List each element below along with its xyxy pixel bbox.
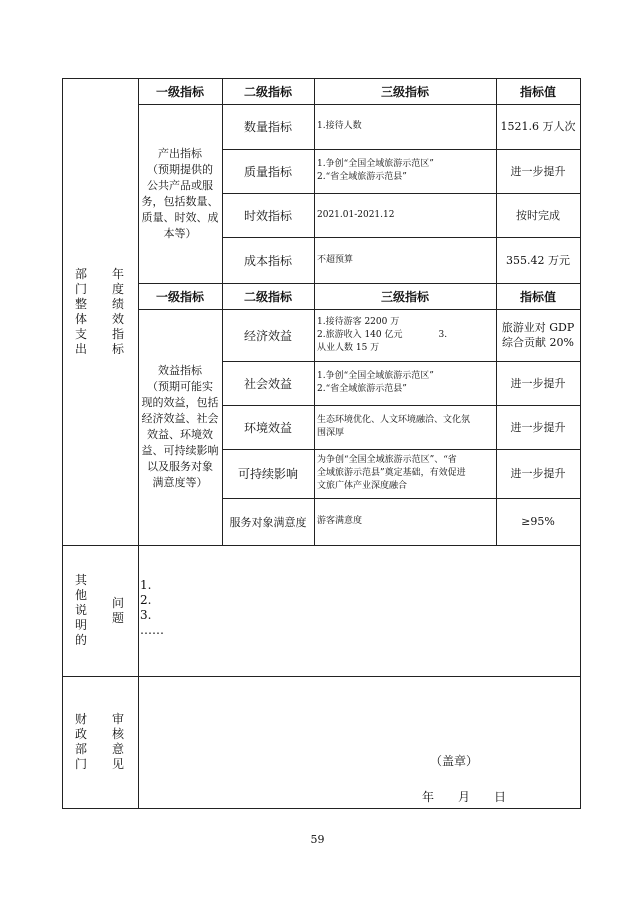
header-level2: 二级指标 — [243, 289, 292, 304]
section3-outer-label: 财 政 部 门 — [74, 712, 87, 771]
header-level1: 一级指标 — [155, 84, 204, 99]
benefit-level2: 服务对象满意度 — [229, 515, 307, 529]
output-level3: 2021.01-2021.12 — [317, 209, 395, 220]
output-indicator-category: 产出指标 （预期提供的 公共产品或服 务，包括数量、 质量、时效、成 本等） — [141, 146, 219, 240]
output-level2: 质量指标 — [243, 164, 292, 179]
benefit-value: 进一步提升 — [510, 376, 566, 390]
benefit-value: ≥95% — [521, 515, 555, 528]
benefit-level2: 可持续影响 — [237, 467, 298, 481]
header-level3: 三级指标 — [380, 289, 429, 304]
section1-outer-label: 部 门 整 体 支 出 — [74, 267, 87, 356]
benefit-level3: 为争创“全国全域旅游示范区”、“省 全域旅游示范县”奠定基础，有效促进 文旅广体产业深度融合 — [317, 455, 466, 491]
header-value: 指标值 — [519, 289, 556, 304]
benefit-level2: 经济效益 — [243, 328, 292, 343]
output-value: 355.42 万元 — [506, 253, 570, 267]
header-value: 指标值 — [519, 84, 556, 99]
benefit-level3: 1.接待游客 2200 万 2.旅游收入 140 亿元 3. 从业人数 15 万 — [317, 316, 448, 353]
page-number: 59 — [310, 833, 325, 846]
section1-inner-label: 年 度 绩 效 指 标 — [111, 267, 124, 356]
output-level2: 时效指标 — [243, 208, 292, 223]
seal-text: （盖章） — [430, 754, 479, 768]
other-issues-list — [140, 578, 340, 638]
date-line: 年 月 日 — [422, 790, 507, 804]
header-level1: 一级指标 — [155, 289, 204, 304]
list-item: 2. — [140, 593, 152, 607]
benefit-level3: 生态环境优化、人文环境融洽、文化氛 围深厚 — [317, 415, 471, 438]
output-level2: 数量指标 — [243, 120, 292, 134]
output-level2: 成本指标 — [243, 253, 292, 268]
list-item: 3. — [140, 608, 152, 622]
benefit-level3: 1.争创“全国全域旅游示范区” 2.“省全域旅游示范县” — [317, 371, 434, 394]
benefit-indicator-category: 效益指标 （预期可能实 现的效益，包括 经济效益、社会 效益、环境效 益、可持续影响 以及服务对象 满意度等） — [141, 364, 219, 489]
section3-inner-label: 审 核 意 见 — [111, 712, 124, 771]
benefit-level2: 环境效益 — [243, 420, 292, 435]
section2-outer-label: 其 他 说 明 的 — [74, 573, 87, 647]
output-level3: 1.接待人数 — [317, 121, 362, 131]
benefit-level2: 社会效益 — [243, 376, 292, 391]
list-item: …… — [140, 623, 164, 637]
list-item: 1. — [140, 578, 152, 592]
benefit-value: 旅游业对 GDP 综合贡献 20% — [501, 321, 575, 349]
output-value: 1521.6 万人次 — [500, 120, 576, 133]
output-value: 按时完成 — [516, 208, 560, 222]
header-level2: 二级指标 — [243, 84, 292, 99]
benefit-value: 进一步提升 — [510, 467, 566, 480]
section2-inner-label: 问 题 — [111, 595, 124, 625]
output-level3: 不超预算 — [317, 254, 354, 265]
output-level3: 1.争创“全国全域旅游示范区” 2.“省全域旅游示范县” — [317, 159, 434, 182]
header-level3: 三级指标 — [380, 84, 429, 99]
benefit-value: 进一步提升 — [510, 420, 566, 434]
benefit-level3: 游客满意度 — [317, 516, 363, 526]
output-value: 进一步提升 — [510, 164, 566, 178]
